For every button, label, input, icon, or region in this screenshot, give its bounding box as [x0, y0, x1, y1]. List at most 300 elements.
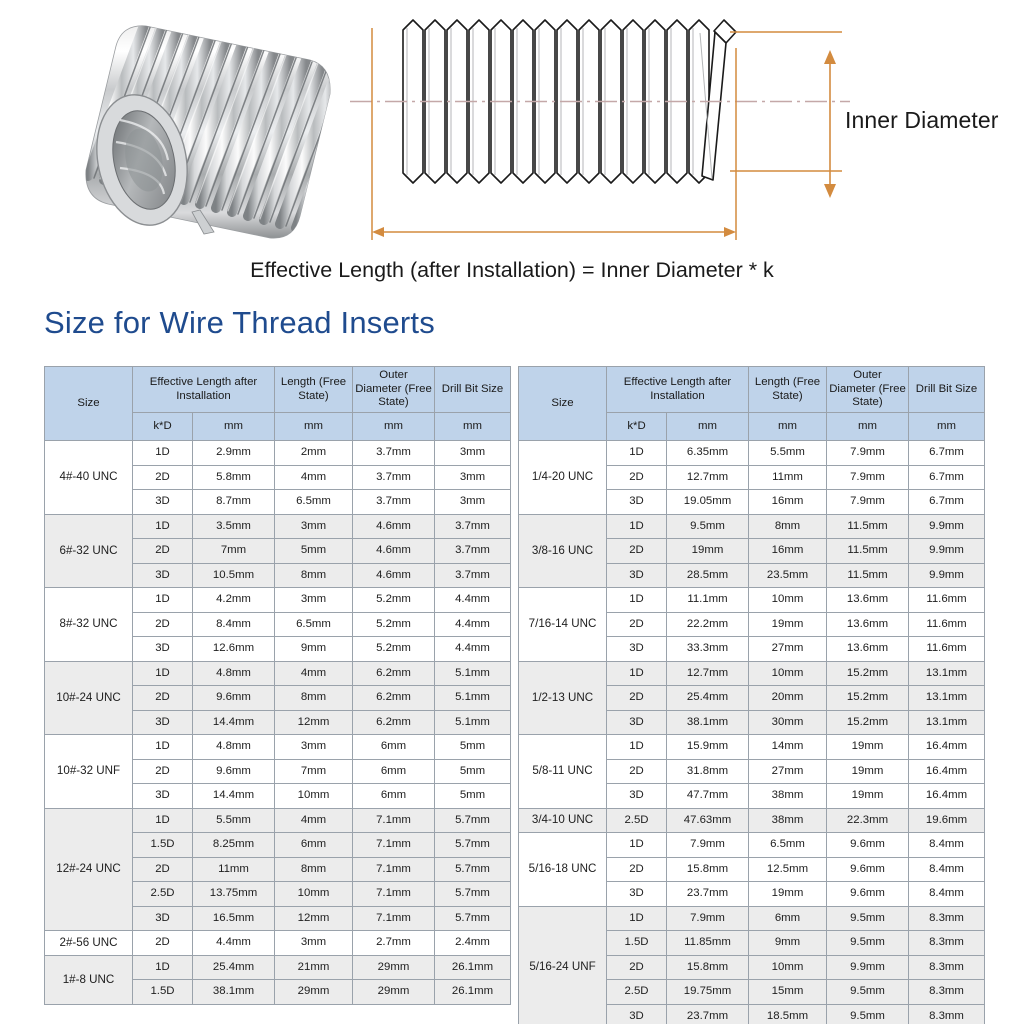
cell-drill-bit-size: 6.7mm: [909, 465, 985, 490]
cell-outer-diameter: 9.9mm: [827, 955, 909, 980]
cell-outer-diameter: 4.6mm: [353, 563, 435, 588]
cell-outer-diameter: 29mm: [353, 980, 435, 1005]
cell-kd: 1D: [133, 514, 193, 539]
table-left-header: [45, 367, 511, 441]
cell-effective-length: 15.8mm: [667, 857, 749, 882]
inner-diameter-label: Inner Diameter: [845, 107, 999, 133]
cell-drill-bit-size: 5.7mm: [435, 808, 511, 833]
cell-outer-diameter: 6mm: [353, 735, 435, 760]
cell-length-free-state: 10mm: [749, 588, 827, 613]
table-row: [519, 441, 985, 466]
cell-effective-length: 38.1mm: [667, 710, 749, 735]
cell-drill-bit-size: 4.4mm: [435, 612, 511, 637]
cell-effective-length: 25.4mm: [667, 686, 749, 711]
cell-drill-bit-size: 3mm: [435, 441, 511, 466]
unit-header-mm-drill: mm: [435, 413, 511, 441]
cell-effective-length: 31.8mm: [667, 759, 749, 784]
cell-effective-length: 19.75mm: [667, 980, 749, 1005]
cell-effective-length: 47.7mm: [667, 784, 749, 809]
cell-size: 5/16-18 UNC: [519, 833, 607, 907]
cell-length-free-state: 15mm: [749, 980, 827, 1005]
cell-length-free-state: 20mm: [749, 686, 827, 711]
cell-effective-length: 12.7mm: [667, 661, 749, 686]
col-header-effective-length: Effective Length after Installation: [133, 367, 275, 413]
wire-thread-insert-photo: [42, 8, 342, 258]
cell-drill-bit-size: 16.4mm: [909, 735, 985, 760]
cell-drill-bit-size: 16.4mm: [909, 784, 985, 809]
cell-kd: 2.5D: [133, 882, 193, 907]
cell-effective-length: 12.7mm: [667, 465, 749, 490]
cell-length-free-state: 12.5mm: [749, 857, 827, 882]
cell-drill-bit-size: 19.6mm: [909, 808, 985, 833]
cell-size: 6#-32 UNC: [45, 514, 133, 588]
cell-outer-diameter: 7.9mm: [827, 465, 909, 490]
cell-kd: 2D: [607, 955, 667, 980]
cell-drill-bit-size: 3mm: [435, 490, 511, 515]
cell-drill-bit-size: 11.6mm: [909, 588, 985, 613]
cell-effective-length: 4.8mm: [193, 735, 275, 760]
cell-length-free-state: 4mm: [275, 661, 353, 686]
cell-length-free-state: 3mm: [275, 931, 353, 956]
cell-effective-length: 23.7mm: [667, 882, 749, 907]
cell-effective-length: 5.8mm: [193, 465, 275, 490]
cell-outer-diameter: 5.2mm: [353, 588, 435, 613]
cell-drill-bit-size: 2.4mm: [435, 931, 511, 956]
cell-length-free-state: 8mm: [749, 514, 827, 539]
cell-outer-diameter: 5.2mm: [353, 612, 435, 637]
cell-outer-diameter: 29mm: [353, 955, 435, 980]
cell-kd: 3D: [607, 882, 667, 907]
cell-effective-length: 11.85mm: [667, 931, 749, 956]
cell-length-free-state: 38mm: [749, 808, 827, 833]
cell-outer-diameter: 19mm: [827, 784, 909, 809]
cell-kd: 3D: [133, 710, 193, 735]
cell-outer-diameter: 13.6mm: [827, 637, 909, 662]
table-row: [45, 441, 511, 466]
cell-effective-length: 33.3mm: [667, 637, 749, 662]
cell-outer-diameter: 9.6mm: [827, 833, 909, 858]
cell-kd: 1D: [607, 441, 667, 466]
table-row: [45, 514, 511, 539]
cell-outer-diameter: 9.5mm: [827, 931, 909, 956]
cell-drill-bit-size: 3.7mm: [435, 514, 511, 539]
cell-effective-length: 38.1mm: [193, 980, 275, 1005]
cell-drill-bit-size: 5.1mm: [435, 710, 511, 735]
cell-length-free-state: 2mm: [275, 441, 353, 466]
cell-outer-diameter: 2.7mm: [353, 931, 435, 956]
cell-effective-length: 11.1mm: [667, 588, 749, 613]
table-row: [519, 735, 985, 760]
size-table-right: [518, 366, 985, 1024]
cell-length-free-state: 19mm: [749, 612, 827, 637]
cell-length-free-state: 11mm: [749, 465, 827, 490]
cell-kd: 2D: [607, 539, 667, 564]
cell-effective-length: 25.4mm: [193, 955, 275, 980]
cell-kd: 2D: [607, 465, 667, 490]
table-row: [519, 833, 985, 858]
cell-outer-diameter: 19mm: [827, 735, 909, 760]
cell-length-free-state: 4mm: [275, 808, 353, 833]
cell-size: 8#-32 UNC: [45, 588, 133, 662]
cell-length-free-state: 27mm: [749, 637, 827, 662]
cell-length-free-state: 6.5mm: [275, 612, 353, 637]
col-header-drill-bit-size: Drill Bit Size: [435, 367, 511, 413]
cell-drill-bit-size: 6.7mm: [909, 490, 985, 515]
unit-header-mm-eff: mm: [667, 413, 749, 441]
cell-outer-diameter: 7.1mm: [353, 906, 435, 931]
cell-size: 5/8-11 UNC: [519, 735, 607, 809]
cell-length-free-state: 10mm: [749, 661, 827, 686]
cell-kd: 3D: [133, 490, 193, 515]
cell-outer-diameter: 15.2mm: [827, 686, 909, 711]
illustration-area: [0, 0, 1024, 300]
cell-kd: 1D: [607, 514, 667, 539]
cell-kd: 1.5D: [133, 980, 193, 1005]
cell-length-free-state: 18.5mm: [749, 1004, 827, 1024]
cell-kd: 1D: [133, 588, 193, 613]
cell-length-free-state: 12mm: [275, 710, 353, 735]
cell-outer-diameter: 13.6mm: [827, 612, 909, 637]
cell-kd: 3D: [607, 563, 667, 588]
cell-outer-diameter: 9.5mm: [827, 906, 909, 931]
cell-drill-bit-size: 13.1mm: [909, 686, 985, 711]
unit-header-mm-od: mm: [353, 413, 435, 441]
cell-length-free-state: 27mm: [749, 759, 827, 784]
cell-drill-bit-size: 26.1mm: [435, 980, 511, 1005]
cell-outer-diameter: 6mm: [353, 759, 435, 784]
cell-outer-diameter: 13.6mm: [827, 588, 909, 613]
cell-drill-bit-size: 8.4mm: [909, 833, 985, 858]
cell-kd: 1D: [133, 735, 193, 760]
cell-effective-length: 7mm: [193, 539, 275, 564]
cell-kd: 2D: [133, 465, 193, 490]
cell-effective-length: 4.8mm: [193, 661, 275, 686]
table-row: [45, 661, 511, 686]
unit-header-kd: k*D: [607, 413, 667, 441]
cell-kd: 3D: [607, 710, 667, 735]
cell-kd: 1D: [133, 661, 193, 686]
cell-outer-diameter: 15.2mm: [827, 661, 909, 686]
cell-length-free-state: 8mm: [275, 857, 353, 882]
cell-length-free-state: 29mm: [275, 980, 353, 1005]
table-row: [45, 808, 511, 833]
cell-drill-bit-size: 4.4mm: [435, 637, 511, 662]
cell-length-free-state: 38mm: [749, 784, 827, 809]
cell-drill-bit-size: 8.4mm: [909, 882, 985, 907]
cell-effective-length: 8.25mm: [193, 833, 275, 858]
cell-drill-bit-size: 9.9mm: [909, 514, 985, 539]
cell-length-free-state: 8mm: [275, 563, 353, 588]
cell-outer-diameter: 3.7mm: [353, 441, 435, 466]
cell-effective-length: 12.6mm: [193, 637, 275, 662]
cell-length-free-state: 6mm: [749, 906, 827, 931]
cell-drill-bit-size: 5.7mm: [435, 906, 511, 931]
cell-size: 7/16-14 UNC: [519, 588, 607, 662]
cell-drill-bit-size: 6.7mm: [909, 441, 985, 466]
size-table-left: [44, 366, 511, 1005]
cell-size: 1/4-20 UNC: [519, 441, 607, 515]
table-row: [45, 588, 511, 613]
cell-drill-bit-size: 9.9mm: [909, 563, 985, 588]
cell-outer-diameter: 3.7mm: [353, 465, 435, 490]
cell-drill-bit-size: 8.3mm: [909, 931, 985, 956]
cell-outer-diameter: 9.5mm: [827, 1004, 909, 1024]
table-left-body: [45, 441, 511, 1005]
table-row: [519, 906, 985, 931]
cell-effective-length: 9.5mm: [667, 514, 749, 539]
unit-header-mm-len: mm: [749, 413, 827, 441]
cell-drill-bit-size: 8.3mm: [909, 955, 985, 980]
cell-size: 1#-8 UNC: [45, 955, 133, 1004]
cell-effective-length: 15.8mm: [667, 955, 749, 980]
col-header-outer-diameter: Outer Diameter (Free State): [353, 367, 435, 413]
col-header-outer-diameter: Outer Diameter (Free State): [827, 367, 909, 413]
unit-header-mm-drill: mm: [909, 413, 985, 441]
cell-length-free-state: 23.5mm: [749, 563, 827, 588]
cell-length-free-state: 10mm: [275, 784, 353, 809]
cell-kd: 2D: [133, 686, 193, 711]
cell-outer-diameter: 9.5mm: [827, 980, 909, 1005]
effective-length-formula: Effective Length (after Installation) = Inner Diameter * k: [250, 258, 774, 282]
cell-drill-bit-size: 11.6mm: [909, 612, 985, 637]
cell-size: 12#-24 UNC: [45, 808, 133, 931]
cell-size: 4#-40 UNC: [45, 441, 133, 515]
cell-length-free-state: 10mm: [275, 882, 353, 907]
table-row: [519, 588, 985, 613]
cell-size: 3/4-10 UNC: [519, 808, 607, 833]
cell-outer-diameter: 5.2mm: [353, 637, 435, 662]
cell-effective-length: 11mm: [193, 857, 275, 882]
cell-length-free-state: 6.5mm: [749, 833, 827, 858]
cell-drill-bit-size: 3.7mm: [435, 539, 511, 564]
cell-effective-length: 9.6mm: [193, 686, 275, 711]
cell-outer-diameter: 7.1mm: [353, 833, 435, 858]
table-right-header: [519, 367, 985, 441]
cell-kd: 2D: [133, 759, 193, 784]
cell-effective-length: 19.05mm: [667, 490, 749, 515]
cell-outer-diameter: 6.2mm: [353, 710, 435, 735]
cell-size: 3/8-16 UNC: [519, 514, 607, 588]
cell-outer-diameter: 11.5mm: [827, 539, 909, 564]
cell-size: 1/2-13 UNC: [519, 661, 607, 735]
cell-outer-diameter: 4.6mm: [353, 514, 435, 539]
cell-effective-length: 10.5mm: [193, 563, 275, 588]
cell-outer-diameter: 3.7mm: [353, 490, 435, 515]
cell-outer-diameter: 7.9mm: [827, 441, 909, 466]
cell-outer-diameter: 4.6mm: [353, 539, 435, 564]
unit-header-kd: k*D: [133, 413, 193, 441]
cell-size: 5/16-24 UNF: [519, 906, 607, 1024]
cell-length-free-state: 7mm: [275, 759, 353, 784]
table-row: [45, 735, 511, 760]
cell-kd: 3D: [607, 490, 667, 515]
cell-drill-bit-size: 5.7mm: [435, 833, 511, 858]
cell-length-free-state: 14mm: [749, 735, 827, 760]
cell-kd: 1D: [607, 661, 667, 686]
cell-outer-diameter: 9.6mm: [827, 882, 909, 907]
cell-outer-diameter: 9.6mm: [827, 857, 909, 882]
col-header-effective-length: Effective Length after Installation: [607, 367, 749, 413]
cell-effective-length: 9.6mm: [193, 759, 275, 784]
cell-drill-bit-size: 8.3mm: [909, 906, 985, 931]
cell-effective-length: 8.7mm: [193, 490, 275, 515]
cell-effective-length: 15.9mm: [667, 735, 749, 760]
page-title: Size for Wire Thread Inserts: [44, 305, 435, 340]
cell-kd: 3D: [133, 784, 193, 809]
cell-drill-bit-size: 5mm: [435, 759, 511, 784]
cell-outer-diameter: 6mm: [353, 784, 435, 809]
cell-effective-length: 13.75mm: [193, 882, 275, 907]
cell-length-free-state: 6.5mm: [275, 490, 353, 515]
cell-length-free-state: 12mm: [275, 906, 353, 931]
cell-kd: 2D: [133, 931, 193, 956]
cell-effective-length: 22.2mm: [667, 612, 749, 637]
cell-length-free-state: 9mm: [275, 637, 353, 662]
cell-effective-length: 47.63mm: [667, 808, 749, 833]
cell-kd: 1D: [607, 588, 667, 613]
cell-drill-bit-size: 4.4mm: [435, 588, 511, 613]
cell-drill-bit-size: 5mm: [435, 784, 511, 809]
cell-length-free-state: 4mm: [275, 465, 353, 490]
cell-kd: 1D: [607, 833, 667, 858]
cell-kd: 3D: [133, 637, 193, 662]
cell-effective-length: 7.9mm: [667, 833, 749, 858]
cell-outer-diameter: 11.5mm: [827, 514, 909, 539]
cell-outer-diameter: 7.9mm: [827, 490, 909, 515]
cell-length-free-state: 6mm: [275, 833, 353, 858]
cell-outer-diameter: 15.2mm: [827, 710, 909, 735]
cell-size: 10#-24 UNC: [45, 661, 133, 735]
cell-length-free-state: 21mm: [275, 955, 353, 980]
cell-effective-length: 28.5mm: [667, 563, 749, 588]
cell-kd: 2.5D: [607, 980, 667, 1005]
cell-outer-diameter: 7.1mm: [353, 882, 435, 907]
cell-kd: 1D: [133, 955, 193, 980]
cell-kd: 1D: [607, 735, 667, 760]
cell-drill-bit-size: 8.4mm: [909, 857, 985, 882]
col-header-length-free-state: Length (Free State): [275, 367, 353, 413]
cell-effective-length: 2.9mm: [193, 441, 275, 466]
cell-effective-length: 19mm: [667, 539, 749, 564]
cell-length-free-state: 5mm: [275, 539, 353, 564]
cell-kd: 2D: [133, 612, 193, 637]
cell-drill-bit-size: 8.3mm: [909, 980, 985, 1005]
cell-kd: 3D: [607, 637, 667, 662]
cell-kd: 3D: [133, 563, 193, 588]
cell-drill-bit-size: 26.1mm: [435, 955, 511, 980]
cell-drill-bit-size: 5.1mm: [435, 661, 511, 686]
table-row: [519, 514, 985, 539]
cell-effective-length: 14.4mm: [193, 710, 275, 735]
col-header-size: Size: [519, 367, 607, 441]
col-header-size: Size: [45, 367, 133, 441]
unit-header-mm-len: mm: [275, 413, 353, 441]
cell-kd: 2D: [607, 857, 667, 882]
cell-effective-length: 6.35mm: [667, 441, 749, 466]
cell-drill-bit-size: 9.9mm: [909, 539, 985, 564]
cell-kd: 2D: [607, 759, 667, 784]
cell-kd: 2D: [607, 686, 667, 711]
cell-kd: 1.5D: [607, 931, 667, 956]
thread-cross-section-diagram: [350, 8, 850, 258]
cell-outer-diameter: 22.3mm: [827, 808, 909, 833]
unit-header-mm-od: mm: [827, 413, 909, 441]
cell-effective-length: 14.4mm: [193, 784, 275, 809]
cell-kd: 2D: [607, 612, 667, 637]
cell-length-free-state: 3mm: [275, 514, 353, 539]
cell-drill-bit-size: 13.1mm: [909, 710, 985, 735]
cell-kd: 3D: [607, 784, 667, 809]
cell-outer-diameter: 7.1mm: [353, 857, 435, 882]
cell-outer-diameter: 7.1mm: [353, 808, 435, 833]
cell-drill-bit-size: 16.4mm: [909, 759, 985, 784]
cell-drill-bit-size: 5.1mm: [435, 686, 511, 711]
cell-drill-bit-size: 5.7mm: [435, 857, 511, 882]
col-header-length-free-state: Length (Free State): [749, 367, 827, 413]
cell-length-free-state: 30mm: [749, 710, 827, 735]
inner-diameter-dimension: [810, 40, 850, 210]
cell-drill-bit-size: 3.7mm: [435, 563, 511, 588]
cell-drill-bit-size: 5mm: [435, 735, 511, 760]
cell-effective-length: 16.5mm: [193, 906, 275, 931]
cell-effective-length: 5.5mm: [193, 808, 275, 833]
cell-size: 10#-32 UNF: [45, 735, 133, 809]
cell-kd: 1D: [133, 808, 193, 833]
table-right-body: [519, 441, 985, 1024]
cell-effective-length: 8.4mm: [193, 612, 275, 637]
col-header-drill-bit-size: Drill Bit Size: [909, 367, 985, 413]
cell-effective-length: 7.9mm: [667, 906, 749, 931]
cell-kd: 2D: [133, 857, 193, 882]
cell-effective-length: 3.5mm: [193, 514, 275, 539]
cell-kd: 3D: [133, 906, 193, 931]
cell-length-free-state: 3mm: [275, 588, 353, 613]
cell-length-free-state: 16mm: [749, 539, 827, 564]
table-row: [45, 955, 511, 980]
cell-effective-length: 4.4mm: [193, 931, 275, 956]
cell-outer-diameter: 19mm: [827, 759, 909, 784]
cell-outer-diameter: 6.2mm: [353, 686, 435, 711]
cell-length-free-state: 10mm: [749, 955, 827, 980]
cell-drill-bit-size: 3mm: [435, 465, 511, 490]
cell-effective-length: 4.2mm: [193, 588, 275, 613]
cell-kd: 1D: [607, 906, 667, 931]
cell-kd: 1.5D: [133, 833, 193, 858]
cell-length-free-state: 16mm: [749, 490, 827, 515]
table-row: [519, 661, 985, 686]
cell-drill-bit-size: 13.1mm: [909, 661, 985, 686]
unit-header-mm-eff: mm: [193, 413, 275, 441]
cell-size: 2#-56 UNC: [45, 931, 133, 956]
cell-length-free-state: 19mm: [749, 882, 827, 907]
cell-drill-bit-size: 11.6mm: [909, 637, 985, 662]
cell-kd: 2.5D: [607, 808, 667, 833]
table-row: [45, 931, 511, 956]
cell-kd: 3D: [607, 1004, 667, 1024]
cell-outer-diameter: 11.5mm: [827, 563, 909, 588]
cell-kd: 1D: [133, 441, 193, 466]
cell-kd: 2D: [133, 539, 193, 564]
table-row: [519, 808, 985, 833]
cell-drill-bit-size: 8.3mm: [909, 1004, 985, 1024]
cell-length-free-state: 9mm: [749, 931, 827, 956]
cell-length-free-state: 8mm: [275, 686, 353, 711]
cell-drill-bit-size: 5.7mm: [435, 882, 511, 907]
cell-outer-diameter: 6.2mm: [353, 661, 435, 686]
cell-length-free-state: 5.5mm: [749, 441, 827, 466]
cell-effective-length: 23.7mm: [667, 1004, 749, 1024]
cell-length-free-state: 3mm: [275, 735, 353, 760]
